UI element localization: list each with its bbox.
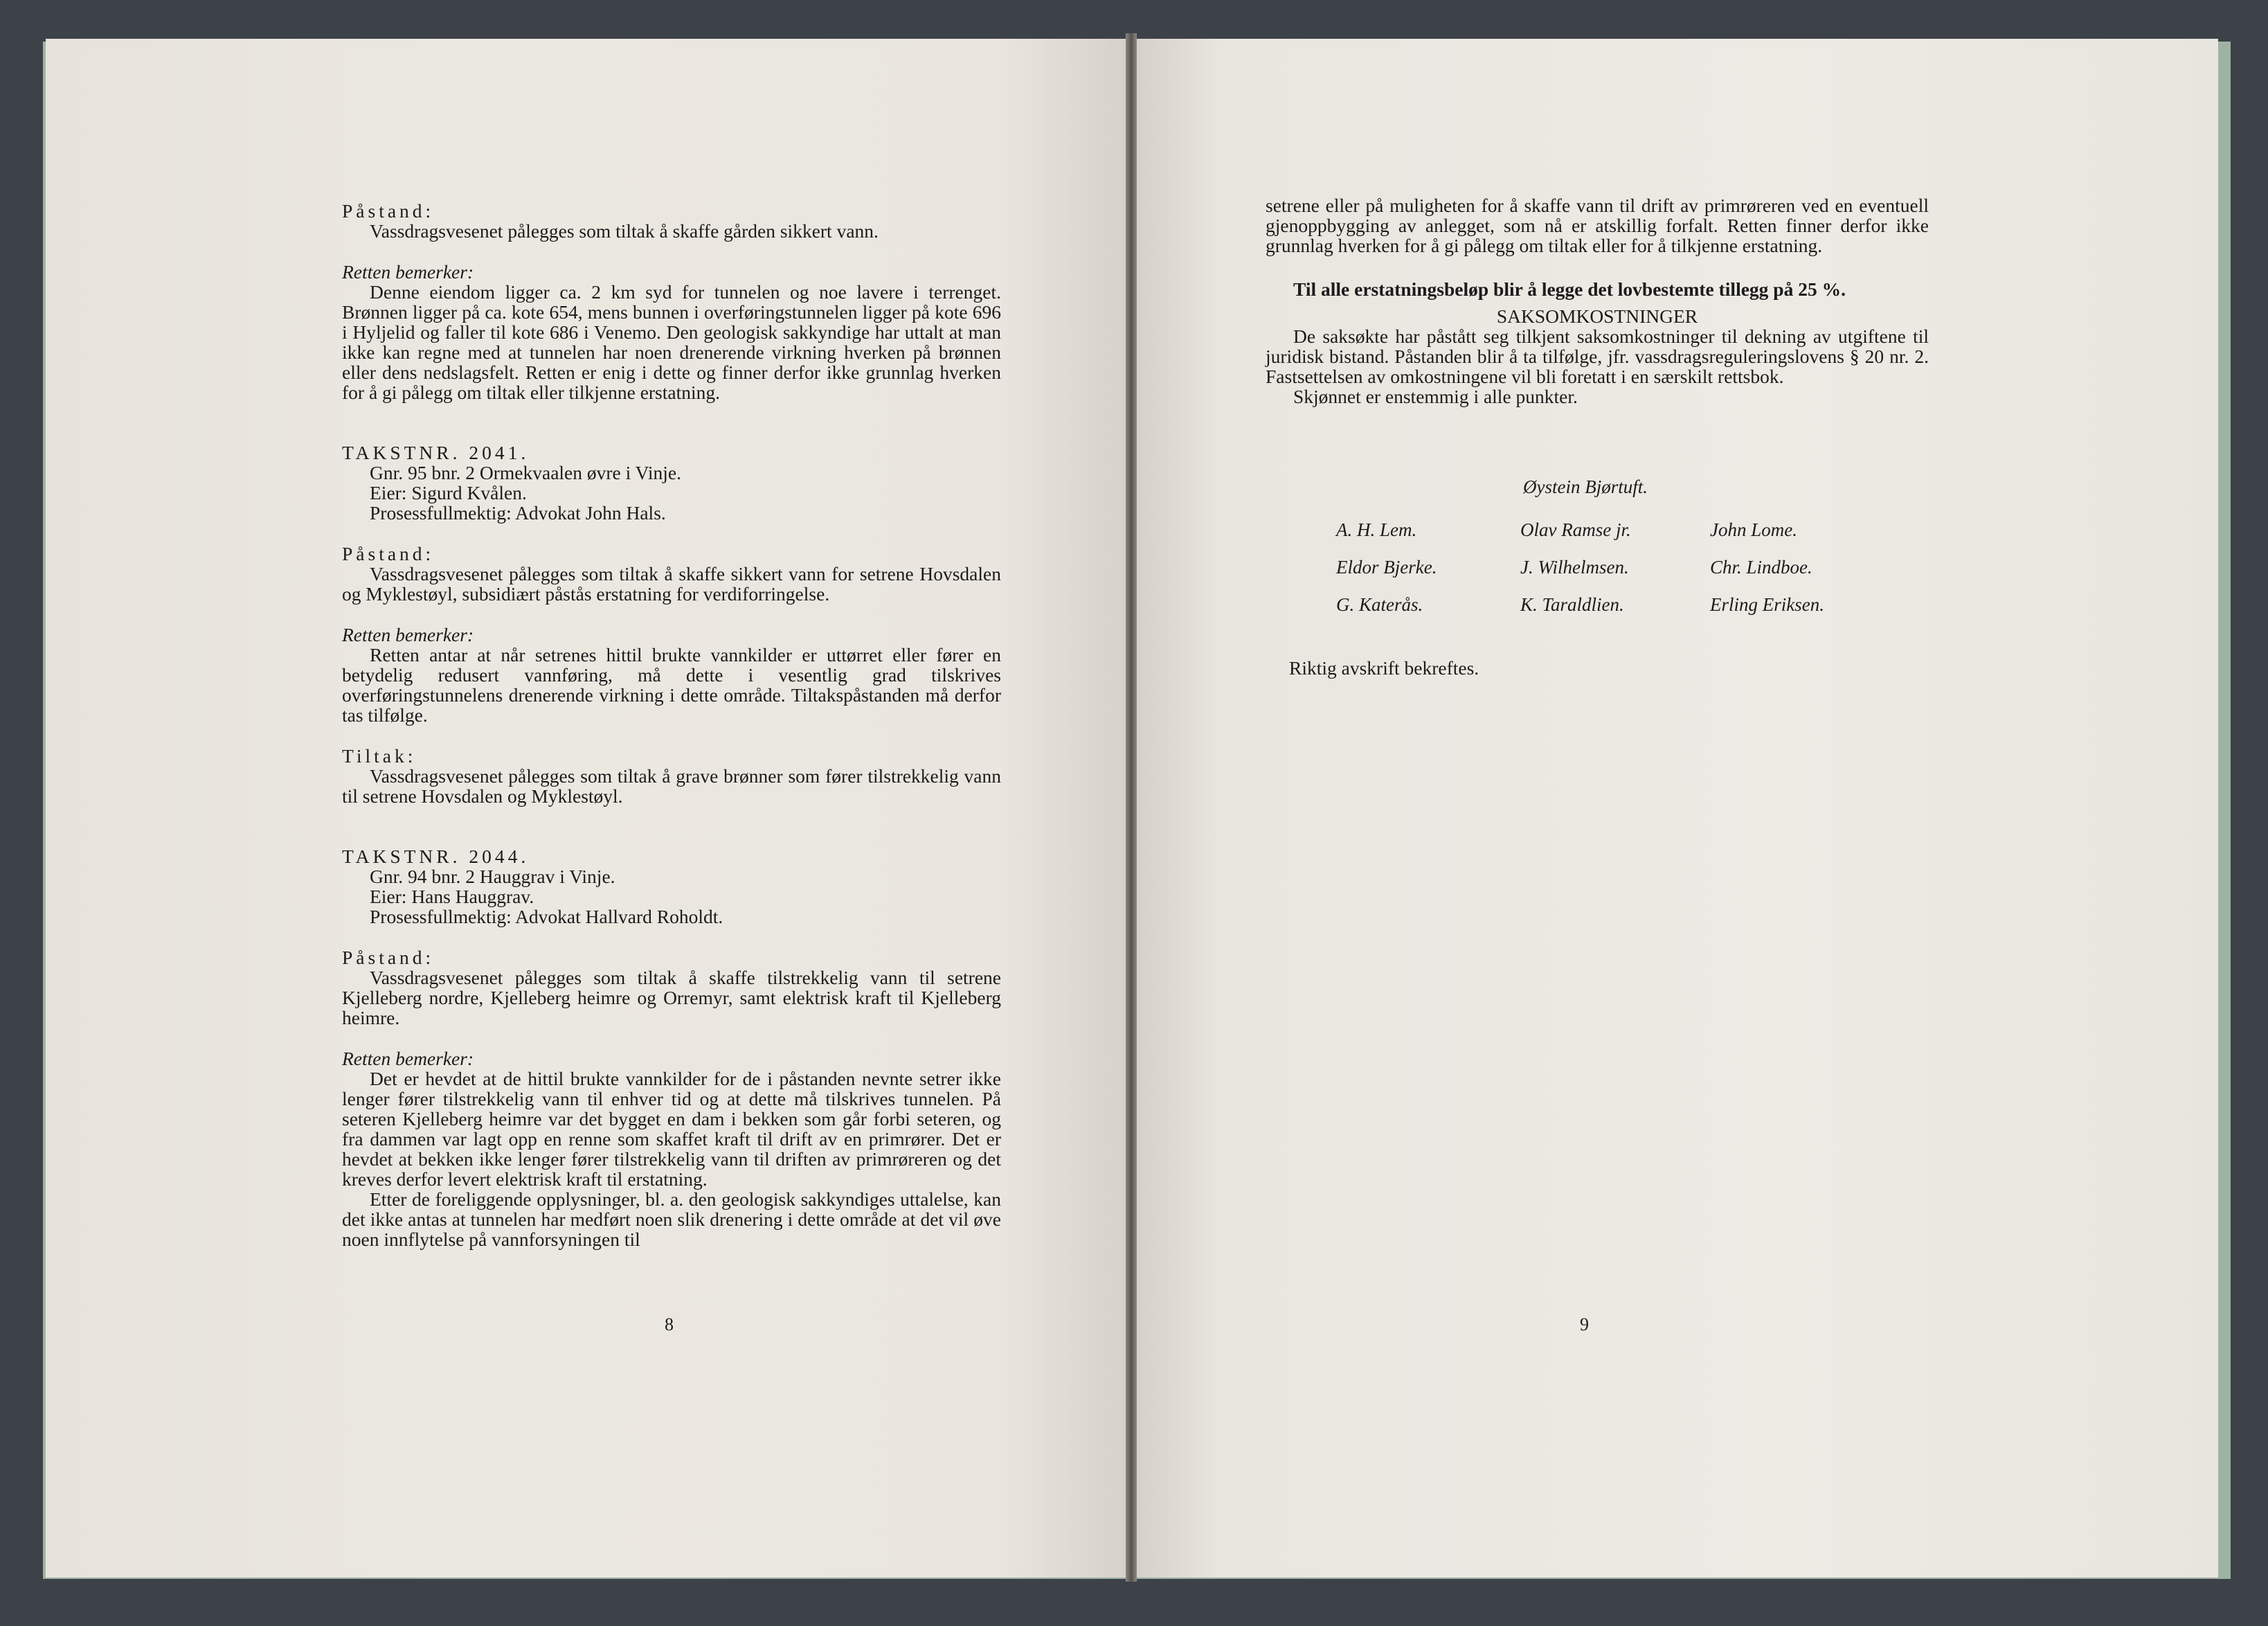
paragraph: Vassdragsvesenet pålegges som tiltak å skaffe tilstrekkelig vann til setrene Kjelleberg nordre, Kjelleberg heimre og Orremyr, samt elektrisk kraft til Kjelleberg heimre. — [342, 967, 1001, 1028]
certification-text: Riktig avskrift bekreftes. — [1289, 657, 1479, 679]
section-heading: Retten bemerker: — [342, 624, 474, 645]
paragraph: Skjønnet er enstemmig i alle punkter. — [1293, 386, 1578, 407]
paragraph: setrene eller på muligheten for å skaffe vann til drift av primrøreren ved en eventuell gjenoppbygging av anlegget, som nå er atskillig forfalt. Retten finner derfor ikke grunnlag hverken for å gi pålegg om tiltak eller for å tilkjenne erstatning. — [1266, 195, 1929, 256]
right-page-text — [1266, 195, 1929, 406]
supplement-statement: Til alle erstatningsbeløp blir å legge det lovbestemte tillegg på 25 %. — [1293, 278, 1846, 300]
owner-line: Eier: Sigurd Kvålen. — [370, 482, 527, 503]
counsel-line: Prosessfullmektig: Advokat John Hals. — [370, 502, 666, 524]
page-number: 9 — [1580, 1314, 1589, 1334]
paragraph: De saksøkte har påstått seg tilkjent saksomkostninger til dekning av utgiftene til juridisk bistand. Påstanden blir å ta tilfølge, jfr. vassdragsreguleringslovens § 20 nr. 2. Fastsettelsen av omkostningene vil bli foretatt i en særskilt rettsbok. — [1266, 325, 1929, 387]
owner-line: Eier: Hans Hauggrav. — [370, 886, 534, 907]
signature: Chr. Lindboe. — [1710, 557, 1812, 578]
section-heading: Påstand: — [342, 543, 435, 564]
signature: G. Katerås. — [1336, 594, 1423, 615]
paragraph: Det er hevdet at de hittil brukte vannkilder for de i påstanden nevnte setrer ikke lenger fører tilstrekkelig vann til enhver tid og at dette må tilskrives tunnelen. På seteren Kjelleberg heimre var det bygget en dam i bekken som går forbi seteren, og fra dammen var lagt opp en renne som skaffet kraft til drift av en primrører. Det er hevdet at bekken ikke lenger fører tilstrekkelig vann til driften av primrøreren og det kreves derfor levert elektrisk kraft til erstatning. — [342, 1068, 1001, 1190]
signature: Erling Eriksen. — [1710, 594, 1824, 615]
section-heading: Retten bemerker: — [342, 1048, 474, 1069]
left-page-text — [342, 201, 1001, 1249]
section-heading: SAKSOMKOSTNINGER — [1496, 305, 1698, 327]
book-spine — [1126, 33, 1137, 1582]
property-line: Gnr. 95 bnr. 2 Ormekvaalen øvre i Vinje. — [370, 462, 681, 483]
section-heading: Påstand: — [342, 200, 435, 222]
case-heading: TAKSTNR. 2041. — [342, 442, 530, 463]
case-heading: TAKSTNR. 2044. — [342, 846, 530, 867]
signature: J. Wilhelmsen. — [1520, 557, 1629, 578]
paragraph: Vassdragsvesenet pålegges som tiltak å grave brønner som fører tilstrekkelig vann til setrene Hovsdalen og Myklestøyl. — [342, 765, 1001, 807]
property-line: Gnr. 94 bnr. 2 Hauggrav i Vinje. — [370, 866, 615, 887]
section-heading: Retten bemerker: — [342, 261, 474, 283]
paragraph: Retten antar at når setrenes hittil brukte vannkilder er uttørret eller fører en betydelig redusert vannføring, må dette i vesentlig grad tilskrives overføringstunnelens drenerende virkning i dette område. Tiltakspåstanden må derfor tas tilfølge. — [342, 644, 1001, 726]
signature: A. H. Lem. — [1336, 519, 1417, 540]
signature-chair: Øystein Bjørtuft. — [1523, 476, 1648, 497]
signature: K. Taraldlien. — [1520, 594, 1624, 615]
paragraph: Vassdragsvesenet pålegges som tiltak å skaffe gården sikkert vann. — [370, 220, 879, 242]
paragraph: Vassdragsvesenet pålegges som tiltak å skaffe sikkert vann for setrene Hovsdalen og Myklestøyl, subsidiært påstås erstatning for verdiforringelse. — [342, 563, 1001, 605]
counsel-line: Prosessfullmektig: Advokat Hallvard Roholdt. — [370, 906, 723, 927]
paragraph: Etter de foreliggende opplysninger, bl. a. den geologisk sakkyndiges uttalelse, kan det ikke antas at tunnelen har medført noen slik drenering i dette område at det vil øve noen innflytelse på vannforsyningen til — [342, 1188, 1001, 1250]
page-number: 8 — [665, 1314, 674, 1334]
signature: Eldor Bjerke. — [1336, 557, 1437, 578]
signature-block — [1318, 476, 1872, 630]
paragraph: Denne eiendom ligger ca. 2 km syd for tunnelen og noe lavere i terrenget. Brønnen ligger på ca. kote 654, mens bunnen i overføringstunnelen ligger på kote 696 i Hyljelid og faller til kote 686 i Venemo. Den geologisk sakkyndige har uttalt at man ikke kan regne med at tunnelen har noen drenerende virkning hverken på brønnen eller dens nedslagsfelt. Retten er enig i dette og finner derfor ikke grunnlag hverken for å gi pålegg om tiltak eller tilkjenne erstatning. — [342, 281, 1001, 403]
signature: Olav Ramse jr. — [1520, 519, 1631, 540]
signature: John Lome. — [1710, 519, 1797, 540]
section-heading: Påstand: — [342, 947, 435, 968]
certification-line — [1289, 658, 1774, 678]
section-heading: Tiltak: — [342, 745, 417, 767]
